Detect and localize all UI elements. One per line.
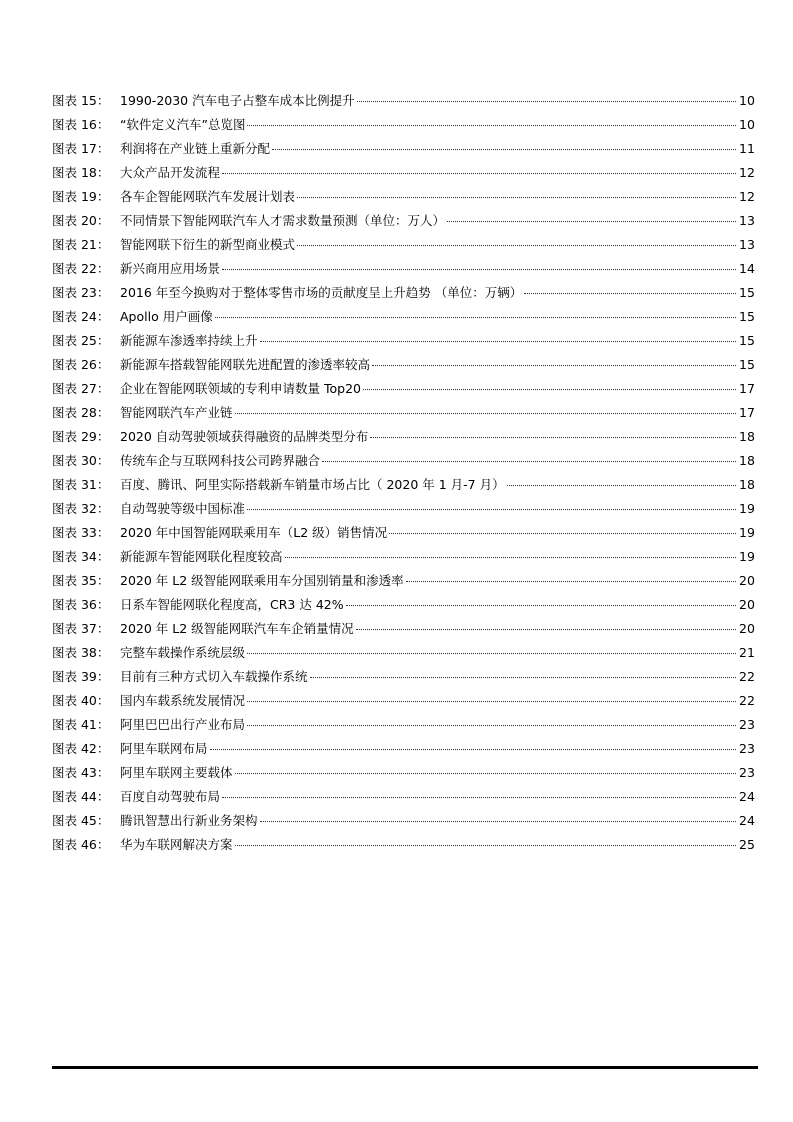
toc-entry-page: 15 bbox=[739, 285, 755, 300]
toc-entry[interactable] bbox=[52, 187, 755, 211]
toc-entry-title: 新能源车搭载智能网联先进配置的渗透率较高 bbox=[120, 357, 371, 372]
toc-entry-title: 智能网联汽车产业链 bbox=[120, 405, 233, 420]
toc-entry-page: 13 bbox=[739, 237, 755, 252]
toc-entry-label: 图表 18： bbox=[52, 165, 110, 180]
toc-entry-label: 图表 15： bbox=[52, 93, 110, 108]
toc-entry-label: 图表 28： bbox=[52, 405, 110, 420]
toc-entry-page: 23 bbox=[739, 765, 755, 780]
toc-entry-title: 日系车智能网联化程度高，CR3 达 42% bbox=[120, 597, 344, 612]
toc-entry-label: 图表 37： bbox=[52, 621, 110, 636]
toc-entry-label: 图表 44： bbox=[52, 789, 110, 804]
toc-entry-title: 各车企智能网联汽车发展计划表 bbox=[120, 189, 296, 204]
toc-entry-label: 图表 32： bbox=[52, 501, 110, 516]
toc-entry-label: 图表 20： bbox=[52, 213, 110, 228]
toc-entry-title: 百度自动驾驶布局 bbox=[120, 789, 221, 804]
toc-entry[interactable] bbox=[52, 91, 755, 115]
toc-entry-label: 图表 41： bbox=[52, 717, 110, 732]
toc-entry-label: 图表 45： bbox=[52, 813, 110, 828]
toc-entry-page: 18 bbox=[739, 429, 755, 444]
toc-entry[interactable] bbox=[52, 763, 755, 787]
toc-entry-label: 图表 29： bbox=[52, 429, 110, 444]
toc-entry-page: 24 bbox=[739, 813, 755, 828]
toc-entry-label: 图表 16： bbox=[52, 117, 110, 132]
toc-entry[interactable] bbox=[52, 235, 755, 259]
dot-leader bbox=[507, 485, 736, 486]
toc-entry[interactable] bbox=[52, 811, 755, 835]
toc-entry-title: 利润将在产业链上重新分配 bbox=[120, 141, 271, 156]
dot-leader bbox=[322, 461, 736, 462]
toc-entry-title: 传统车企与互联网科技公司跨界融合 bbox=[120, 453, 321, 468]
toc-entry[interactable] bbox=[52, 547, 755, 571]
dot-leader bbox=[222, 797, 736, 798]
toc-entry[interactable] bbox=[52, 379, 755, 403]
toc-entry-page: 15 bbox=[739, 357, 755, 372]
toc-entry-label: 图表 30： bbox=[52, 453, 110, 468]
toc-entry-label: 图表 38： bbox=[52, 645, 110, 660]
toc-entry-page: 20 bbox=[739, 597, 755, 612]
dot-leader bbox=[346, 605, 736, 606]
toc-entry-page: 19 bbox=[739, 501, 755, 516]
dot-leader bbox=[215, 317, 736, 318]
toc-entry-title: 新能源车智能网联化程度较高 bbox=[120, 549, 283, 564]
toc-entry[interactable] bbox=[52, 787, 755, 811]
toc-entry-page: 23 bbox=[739, 741, 755, 756]
dot-leader bbox=[247, 509, 736, 510]
dot-leader bbox=[222, 269, 736, 270]
toc-entry-page: 25 bbox=[739, 837, 755, 852]
toc-entry-page: 17 bbox=[739, 381, 755, 396]
footer-rule bbox=[52, 1066, 758, 1069]
dot-leader bbox=[297, 245, 736, 246]
dot-leader bbox=[260, 341, 736, 342]
dot-leader bbox=[406, 581, 736, 582]
toc-entry-page: 13 bbox=[739, 213, 755, 228]
toc-entry-label: 图表 35： bbox=[52, 573, 110, 588]
toc-entry-title: 2020 自动驾驶领域获得融资的品牌类型分布 bbox=[120, 429, 369, 444]
toc-entry[interactable] bbox=[52, 835, 755, 859]
toc-entry-label: 图表 34： bbox=[52, 549, 110, 564]
dot-leader bbox=[297, 197, 736, 198]
dot-leader bbox=[210, 749, 736, 750]
toc-entry-page: 20 bbox=[739, 573, 755, 588]
toc-entry-label: 图表 40： bbox=[52, 693, 110, 708]
toc-entry[interactable] bbox=[52, 595, 755, 619]
toc-entry-title: 不同情景下智能网联汽车人才需求数量预测（单位：万人） bbox=[120, 213, 446, 228]
toc-entry-label: 图表 23： bbox=[52, 285, 110, 300]
toc-entry-title: 新能源车渗透率持续上升 bbox=[120, 333, 258, 348]
dot-leader bbox=[235, 845, 736, 846]
toc-entry[interactable] bbox=[52, 139, 755, 163]
dot-leader bbox=[285, 557, 736, 558]
dot-leader bbox=[389, 533, 736, 534]
toc-entry[interactable] bbox=[52, 715, 755, 739]
toc-entry[interactable] bbox=[52, 571, 755, 595]
toc-entry-page: 17 bbox=[739, 405, 755, 420]
toc-entry-page: 15 bbox=[739, 333, 755, 348]
toc-entry-page: 14 bbox=[739, 261, 755, 276]
dot-leader bbox=[272, 149, 736, 150]
toc-entry-page: 19 bbox=[739, 525, 755, 540]
toc-entry-title: Apollo 用户画像 bbox=[120, 309, 213, 324]
dot-leader bbox=[247, 725, 736, 726]
toc-entry-label: 图表 33： bbox=[52, 525, 110, 540]
toc-entry[interactable] bbox=[52, 211, 755, 235]
toc-entry-label: 图表 17： bbox=[52, 141, 110, 156]
toc-entry-label: 图表 19： bbox=[52, 189, 110, 204]
table-of-figures bbox=[52, 91, 755, 859]
dot-leader bbox=[222, 173, 736, 174]
toc-entry-title: 国内车载系统发展情况 bbox=[120, 693, 246, 708]
toc-entry[interactable] bbox=[52, 451, 755, 475]
dot-leader bbox=[356, 629, 736, 630]
toc-entry-title: 完整车载操作系统层级 bbox=[120, 645, 246, 660]
toc-entry-title: 2020 年 L2 级智能网联乘用车分国别销量和渗透率 bbox=[120, 573, 404, 588]
toc-entry-label: 图表 26： bbox=[52, 357, 110, 372]
toc-entry-label: 图表 31： bbox=[52, 477, 110, 492]
toc-entry-title: 新兴商用应用场景 bbox=[120, 261, 221, 276]
toc-entry-page: 10 bbox=[739, 93, 755, 108]
toc-entry-title: 百度、腾讯、阿里实际搭载新车销量市场占比（ 2020 年 1 月-7 月） bbox=[120, 477, 505, 492]
toc-entry-page: 21 bbox=[739, 645, 755, 660]
toc-entry[interactable] bbox=[52, 403, 755, 427]
toc-entry[interactable] bbox=[52, 523, 755, 547]
toc-entry-page: 19 bbox=[739, 549, 755, 564]
toc-entry-label: 图表 24： bbox=[52, 309, 110, 324]
toc-entry[interactable] bbox=[52, 259, 755, 283]
toc-entry-title: 企业在智能网联领域的专利申请数量 Top20 bbox=[120, 381, 361, 396]
dot-leader bbox=[310, 677, 736, 678]
toc-entry-label: 图表 21： bbox=[52, 237, 110, 252]
toc-entry-label: 图表 42： bbox=[52, 741, 110, 756]
toc-entry-title: 智能网联下衍生的新型商业模式 bbox=[120, 237, 296, 252]
toc-entry-title: 阿里车联网布局 bbox=[120, 741, 208, 756]
toc-entry-title: 1990-2030 汽车电子占整车成本比例提升 bbox=[120, 93, 355, 108]
dot-leader bbox=[372, 365, 736, 366]
toc-entry-page: 22 bbox=[739, 669, 755, 684]
toc-entry-title: 华为车联网解决方案 bbox=[120, 837, 233, 852]
dot-leader bbox=[357, 101, 736, 102]
toc-entry-title: 自动驾驶等级中国标准 bbox=[120, 501, 246, 516]
toc-entry-title: 目前有三种方式切入车载操作系统 bbox=[120, 669, 308, 684]
toc-entry-page: 12 bbox=[739, 189, 755, 204]
toc-entry-label: 图表 36： bbox=[52, 597, 110, 612]
toc-entry[interactable] bbox=[52, 667, 755, 691]
toc-entry-title: 阿里车联网主要载体 bbox=[120, 765, 233, 780]
toc-entry-page: 15 bbox=[739, 309, 755, 324]
toc-entry-label: 图表 43： bbox=[52, 765, 110, 780]
toc-entry-page: 22 bbox=[739, 693, 755, 708]
toc-entry-page: 12 bbox=[739, 165, 755, 180]
toc-entry[interactable] bbox=[52, 475, 755, 499]
toc-entry[interactable] bbox=[52, 307, 755, 331]
dot-leader bbox=[235, 773, 736, 774]
toc-entry[interactable] bbox=[52, 115, 755, 139]
toc-entry-page: 20 bbox=[739, 621, 755, 636]
dot-leader bbox=[247, 653, 736, 654]
toc-entry[interactable] bbox=[52, 427, 755, 451]
toc-entry[interactable] bbox=[52, 691, 755, 715]
toc-entry-label: 图表 25： bbox=[52, 333, 110, 348]
toc-entry[interactable] bbox=[52, 619, 755, 643]
dot-leader bbox=[247, 701, 736, 702]
toc-entry[interactable] bbox=[52, 499, 755, 523]
dot-leader bbox=[363, 389, 736, 390]
toc-entry-title: 2020 年中国智能网联乘用车（L2 级）销售情况 bbox=[120, 525, 388, 540]
toc-entry[interactable] bbox=[52, 739, 755, 763]
dot-leader bbox=[524, 293, 736, 294]
toc-entry[interactable] bbox=[52, 331, 755, 355]
toc-entry-page: 10 bbox=[739, 117, 755, 132]
toc-entry-page: 23 bbox=[739, 717, 755, 732]
toc-entry[interactable] bbox=[52, 643, 755, 667]
toc-entry-label: 图表 27： bbox=[52, 381, 110, 396]
toc-entry-label: 图表 39： bbox=[52, 669, 110, 684]
dot-leader bbox=[447, 221, 736, 222]
toc-entry-label: 图表 22： bbox=[52, 261, 110, 276]
dot-leader bbox=[370, 437, 736, 438]
dot-leader bbox=[235, 413, 736, 414]
toc-entry-page: 18 bbox=[739, 477, 755, 492]
toc-entry-title: 2020 年 L2 级智能网联汽车车企销量情况 bbox=[120, 621, 354, 636]
toc-entry-label: 图表 46： bbox=[52, 837, 110, 852]
dot-leader bbox=[247, 125, 736, 126]
toc-entry-title: 大众产品开发流程 bbox=[120, 165, 221, 180]
toc-entry[interactable] bbox=[52, 163, 755, 187]
toc-entry-title: 2016 年至今换购对于整体零售市场的贡献度呈上升趋势 （单位：万辆） bbox=[120, 285, 523, 300]
dot-leader bbox=[260, 821, 736, 822]
toc-entry[interactable] bbox=[52, 355, 755, 379]
toc-entry-title: 阿里巴巴出行产业布局 bbox=[120, 717, 246, 732]
toc-entry[interactable] bbox=[52, 283, 755, 307]
toc-entry-title: “软件定义汽车”总览图 bbox=[120, 117, 246, 132]
toc-entry-page: 11 bbox=[739, 141, 755, 156]
toc-entry-page: 18 bbox=[739, 453, 755, 468]
toc-entry-page: 24 bbox=[739, 789, 755, 804]
toc-entry-title: 腾讯智慧出行新业务架构 bbox=[120, 813, 258, 828]
